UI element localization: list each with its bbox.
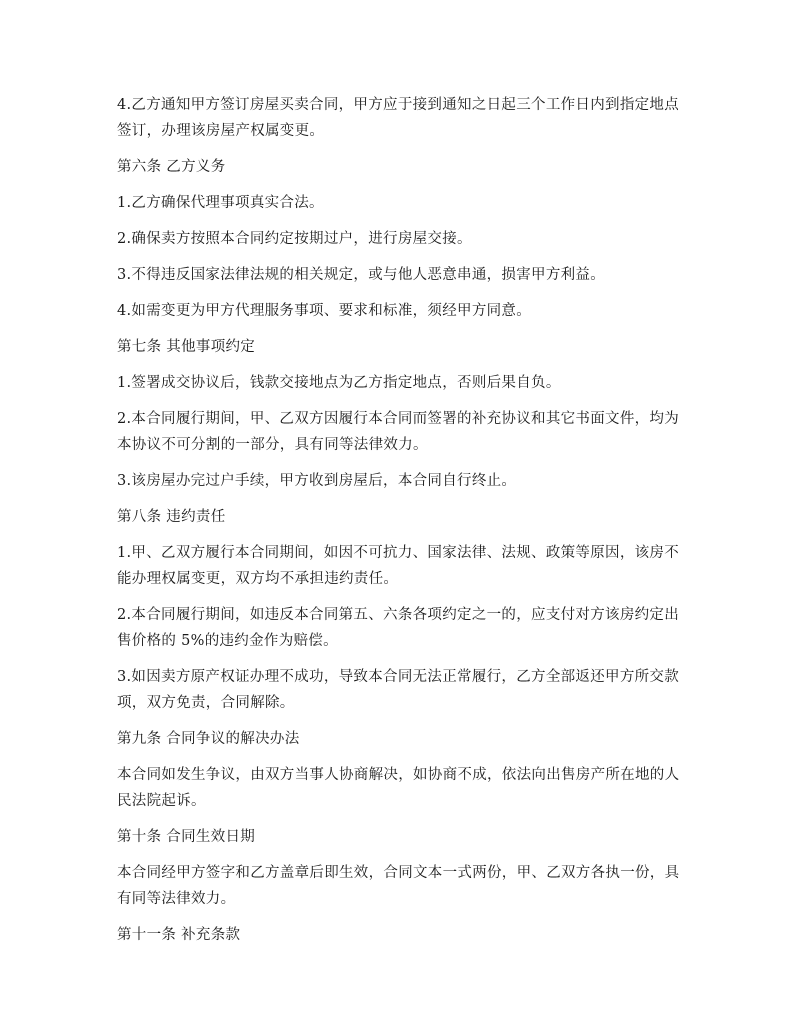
paragraph: 2.确保卖方按照本合同约定按期过户，进行房屋交接。 bbox=[117, 231, 472, 247]
section-heading-6: 第六条 乙方义务 bbox=[117, 159, 226, 175]
paragraph: 2.本合同履行期间，如违反本合同第五、六条各项约定之一的，应支付对方该房约定出售价格的 5%的违约金作为赔偿。 bbox=[117, 607, 680, 649]
paragraph: 2.本合同履行期间，甲、乙双方因履行本合同而签署的补充协议和其它书面文件，均为本协议不可分割的一部分，具有同等法律效力。 bbox=[117, 411, 680, 453]
section-heading-10: 第十条 合同生效日期 bbox=[117, 829, 256, 845]
paragraph: 3.不得违反国家法律法规的相关规定，或与他人恶意串通，损害甲方利益。 bbox=[117, 267, 606, 283]
paragraph: 1.签署成交协议后，钱款交接地点为乙方指定地点，否则后果自负。 bbox=[117, 375, 561, 391]
section-heading-7: 第七条 其他事项约定 bbox=[117, 339, 256, 355]
section-heading-8: 第八条 违约责任 bbox=[117, 509, 226, 525]
paragraph: 3.如因卖方原产权证办理不成功，导致本合同无法正常履行，乙方全部返还甲方所交款项，双方免责，合同解除。 bbox=[117, 669, 680, 711]
document-page bbox=[117, 92, 687, 958]
paragraph: 4.如需变更为甲方代理服务事项、要求和标准，须经甲方同意。 bbox=[117, 303, 532, 319]
paragraph: 1.甲、乙双方履行本合同期间，如因不可抗力、国家法律、法规、政策等原因，该房不能办理权属变更，双方均不承担违约责任。 bbox=[117, 545, 680, 587]
paragraph: 1.乙方确保代理事项真实合法。 bbox=[117, 195, 324, 211]
section-heading-11: 第十一条 补充条款 bbox=[117, 927, 241, 943]
section-heading-9: 第九条 合同争议的解决办法 bbox=[117, 731, 300, 747]
paragraph: 3.该房屋办完过户手续，甲方收到房屋后，本合同自行终止。 bbox=[117, 473, 517, 489]
paragraph: 本合同经甲方签字和乙方盖章后即生效，合同文本一式两份，甲、乙双方各执一份，具有同等法律效力。 bbox=[117, 865, 680, 907]
paragraph: 4.乙方通知甲方签订房屋买卖合同，甲方应于接到通知之日起三个工作日内到指定地点签订，办理该房屋产权属变更。 bbox=[117, 97, 680, 139]
paragraph: 本合同如发生争议，由双方当事人协商解决，如协商不成，依法向出售房产所在地的人民法院起诉。 bbox=[117, 767, 680, 809]
